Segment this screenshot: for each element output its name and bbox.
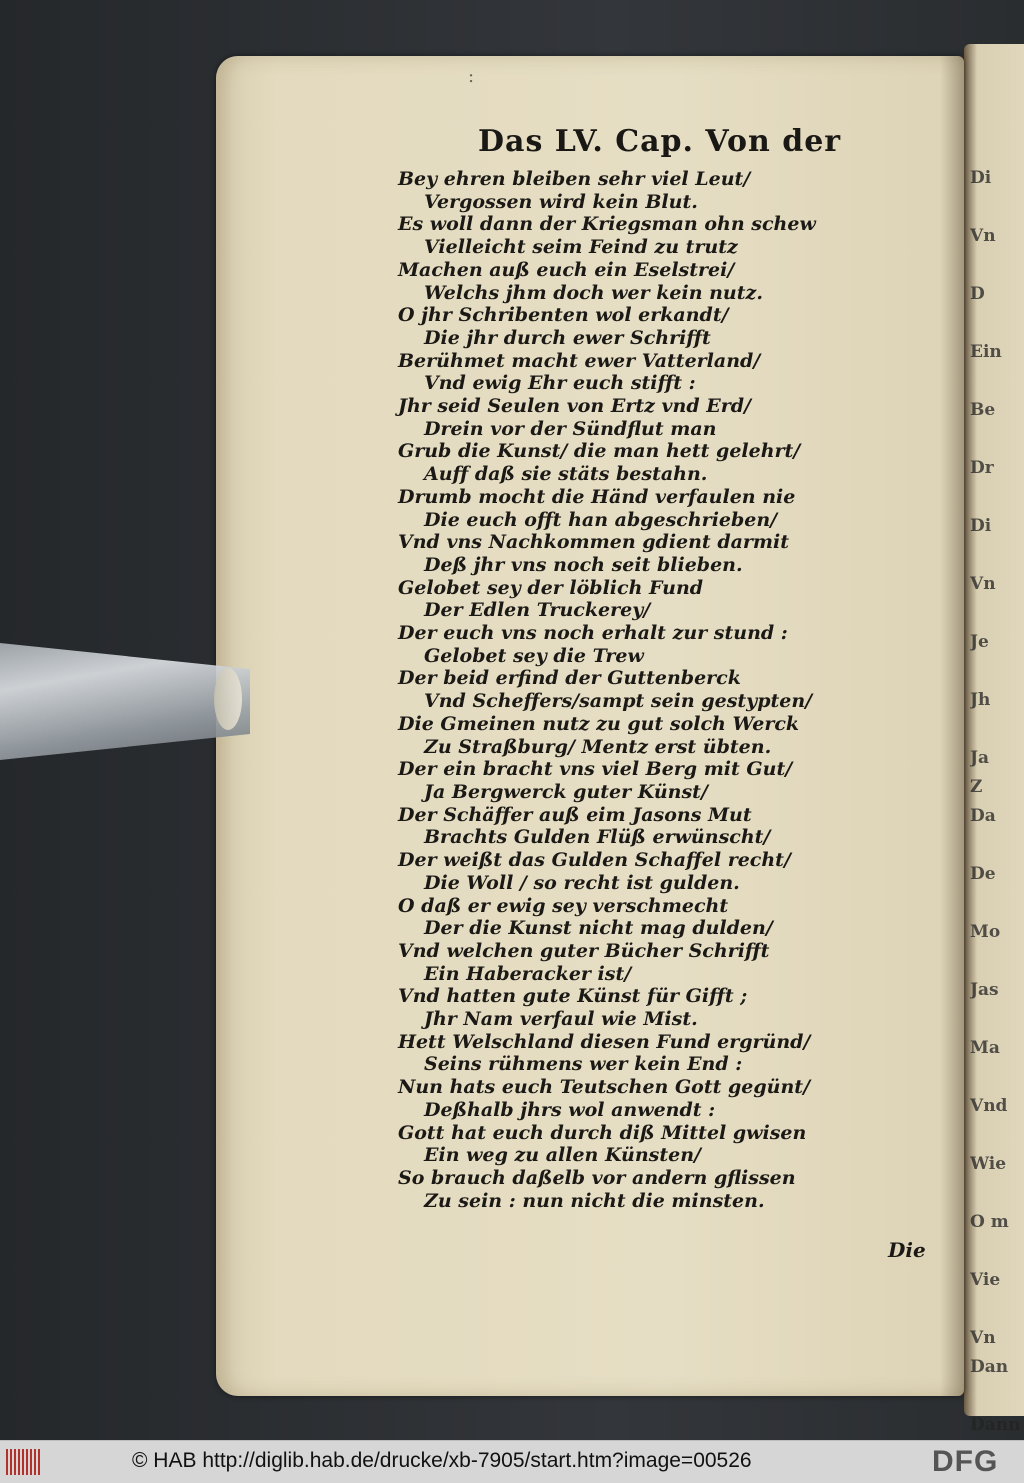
facing-page-fragment: Dr (970, 458, 994, 478)
text-line: Der weißt das Gulden Schaffel recht/ (398, 849, 791, 872)
logo-stripe (14, 1449, 16, 1475)
running-head: Das LV. Cap. Von der (478, 124, 842, 159)
facing-page-fragment (970, 1179, 1024, 1208)
text-line: O daß er ewig sey verschmecht (398, 894, 729, 917)
facing-page-fragment (970, 367, 1024, 396)
text-line: Auff daß sie stäts bestahn. (424, 463, 708, 486)
text-line: Der beid erfind der Guttenberck (398, 667, 741, 690)
facing-page-fragment: O m (970, 1212, 1009, 1232)
text-line: Welchs jhm doch wer kein nutz. (424, 281, 763, 304)
facing-page-fragment (970, 657, 1024, 686)
text-line: Drein vor der Sündflut man (424, 417, 717, 440)
text-line: Ein Haberacker ist/ (424, 962, 632, 985)
text-line: Der Edlen Truckerey/ (424, 599, 651, 622)
text-line: Drumb mocht die Händ verfaulen nie (398, 485, 796, 508)
facing-page-fragment: De (970, 864, 996, 884)
facing-page-fragment: Jas (970, 980, 999, 1000)
logo-stripe (10, 1449, 12, 1475)
text-line: Der euch vns noch erhalt zur stund : (398, 622, 788, 645)
text-line: Grub die Kunst/ die man hett gelehrt/ (398, 440, 801, 463)
text-line: Machen auß euch ein Eselstrei/ (398, 258, 735, 281)
text-line: Ein weg zu allen Künsten/ (424, 1144, 701, 1167)
facing-page-fragment: Vn (970, 1328, 996, 1348)
text-line: Vielleicht seim Feind zu trutz (424, 236, 738, 259)
logo-stripe (38, 1449, 40, 1475)
text-line: Deß jhr vns noch seit blieben. (424, 553, 743, 576)
facing-page-fragment: Z (970, 777, 983, 797)
logo-stripe (22, 1449, 24, 1475)
logo-stripe (30, 1449, 32, 1475)
text-line: Nun hats euch Teutschen Gott gegünt/ (398, 1076, 811, 1099)
facing-page-fragment: Di (970, 168, 992, 188)
text-line: So brauch daßelb vor andern gflissen (398, 1166, 796, 1189)
facing-page-fragment: Ja (970, 748, 990, 768)
text-line: Berühmet macht ewer Vatterland/ (398, 349, 761, 372)
facing-page-fragment (970, 193, 1024, 222)
text-line: Jhr seid Seulen von Ertz vnd Erd/ (398, 395, 751, 418)
facing-page-fragment (970, 947, 1024, 976)
text-line: Vnd ewig Ehr euch stifft : (424, 372, 696, 395)
facing-page-fragment (970, 831, 1024, 860)
text-line: Die Woll / so recht ist gulden. (424, 871, 740, 894)
text-line: Vnd vns Nachkommen gdient darmit (398, 531, 790, 554)
facing-page-fragment (970, 889, 1024, 918)
facing-page-fragment: Jh (970, 690, 991, 710)
facing-page-fragment: Da (970, 806, 996, 826)
logo-stripe (34, 1449, 36, 1475)
facing-page-fragment: Dan (970, 1357, 1009, 1377)
facing-page-fragment (970, 309, 1024, 338)
hab-logo-icon (6, 1449, 40, 1475)
text-line: Deßhalb jhrs wol anwendt : (424, 1098, 716, 1121)
facing-page-fragment: Mo (970, 922, 1001, 942)
facing-page-fragment (970, 1121, 1024, 1150)
text-line: Es woll dann der Kriegsman ohn schew (398, 213, 816, 236)
facing-page-fragment: D (970, 284, 985, 304)
footer-bar (0, 1440, 1024, 1483)
logo-stripe (26, 1449, 28, 1475)
text-line: Hett Welschland diesen Fund ergründ/ (398, 1030, 811, 1053)
facing-page-fragment: Vie (970, 1270, 1001, 1290)
text-line: Gott hat euch durch diß Mittel gwisen (398, 1121, 807, 1144)
text-line: Jhr Nam verfaul wie Mist. (424, 1008, 698, 1031)
footer-copyright-url[interactable]: © HAB http://diglib.hab.de/drucke/xb-7905/start.htm?image=00526 (132, 1449, 752, 1472)
facing-page-fragment: Be (970, 400, 996, 420)
facing-page-fragment (970, 1005, 1024, 1034)
text-line: Seins rühmens wer kein End : (424, 1053, 743, 1076)
text-line: Die jhr durch ewer Schrifft (424, 326, 711, 349)
text-line: Der die Kunst nicht mag dulden/ (424, 917, 773, 940)
facing-page-fragment (970, 541, 1024, 570)
facing-page-fragment: Ma (970, 1038, 1000, 1058)
facing-page-fragment (970, 251, 1024, 280)
facing-page-fragment (970, 1063, 1024, 1092)
text-line: Der ein bracht vns viel Berg mit Gut/ (398, 758, 793, 781)
facing-page-fragment (970, 599, 1024, 628)
facing-page-fragment: Wie (970, 1154, 1007, 1174)
text-line: Bey ehren bleiben sehr viel Leut/ (398, 168, 751, 190)
facing-page-fragment (970, 425, 1024, 454)
text-line: Brachts Gulden Flüß erwünscht/ (424, 826, 771, 849)
facing-page-fragment (970, 1382, 1024, 1411)
facing-page-text (970, 164, 1024, 1440)
facing-page-fragment (970, 1237, 1024, 1266)
logo-stripe (18, 1449, 20, 1475)
facing-page-fragment (970, 715, 1024, 744)
poem-text-block (398, 168, 816, 1212)
logo-stripe (6, 1449, 8, 1475)
facing-page-fragment: Ein (970, 342, 1002, 362)
text-line: Ja Bergwerck guter Künst/ (424, 780, 708, 803)
text-line: Zu sein : nun nicht die minsten. (424, 1189, 765, 1212)
facing-page-fragment: Vnd (970, 1096, 1008, 1116)
facing-page-fragment: Je (970, 632, 989, 652)
page-mark: : (468, 66, 475, 87)
facing-page-fragment: Di (970, 516, 992, 536)
catchword: Die (888, 1238, 926, 1262)
text-line: Die Gmeinen nutz zu gut solch Werck (398, 712, 800, 735)
facing-page-edge (964, 44, 1024, 1435)
dfg-logo: DFG (932, 1445, 999, 1478)
page-clamp-tip (214, 668, 242, 730)
facing-page-fragment (970, 483, 1024, 512)
text-line: Vnd hatten gute Künst für Gifft ; (398, 985, 748, 1008)
text-line: Die euch offt han abgeschrieben/ (424, 508, 778, 531)
facing-page-fragment: Dann (970, 1415, 1021, 1435)
facing-page-fragment (970, 1295, 1024, 1324)
facing-page-fragment: Vn (970, 226, 996, 246)
text-line: Der Schäffer auß eim Jasons Mut (398, 803, 752, 826)
text-line: Gelobet sey die Trew (424, 644, 644, 667)
facing-page-fragment: Vn (970, 574, 996, 594)
page-gutter-shadow (940, 56, 964, 1396)
text-line: Vergossen wird kein Blut. (424, 190, 698, 213)
text-line: O jhr Schribenten wol erkandt/ (398, 304, 729, 327)
text-line: Vnd Scheffers/sampt sein gestypten/ (424, 690, 813, 713)
text-line: Zu Straßburg/ Mentz erst übten. (424, 735, 772, 758)
text-line: Vnd welchen guter Bücher Schrifft (398, 939, 770, 962)
text-line: Gelobet sey der löblich Fund (398, 576, 704, 599)
